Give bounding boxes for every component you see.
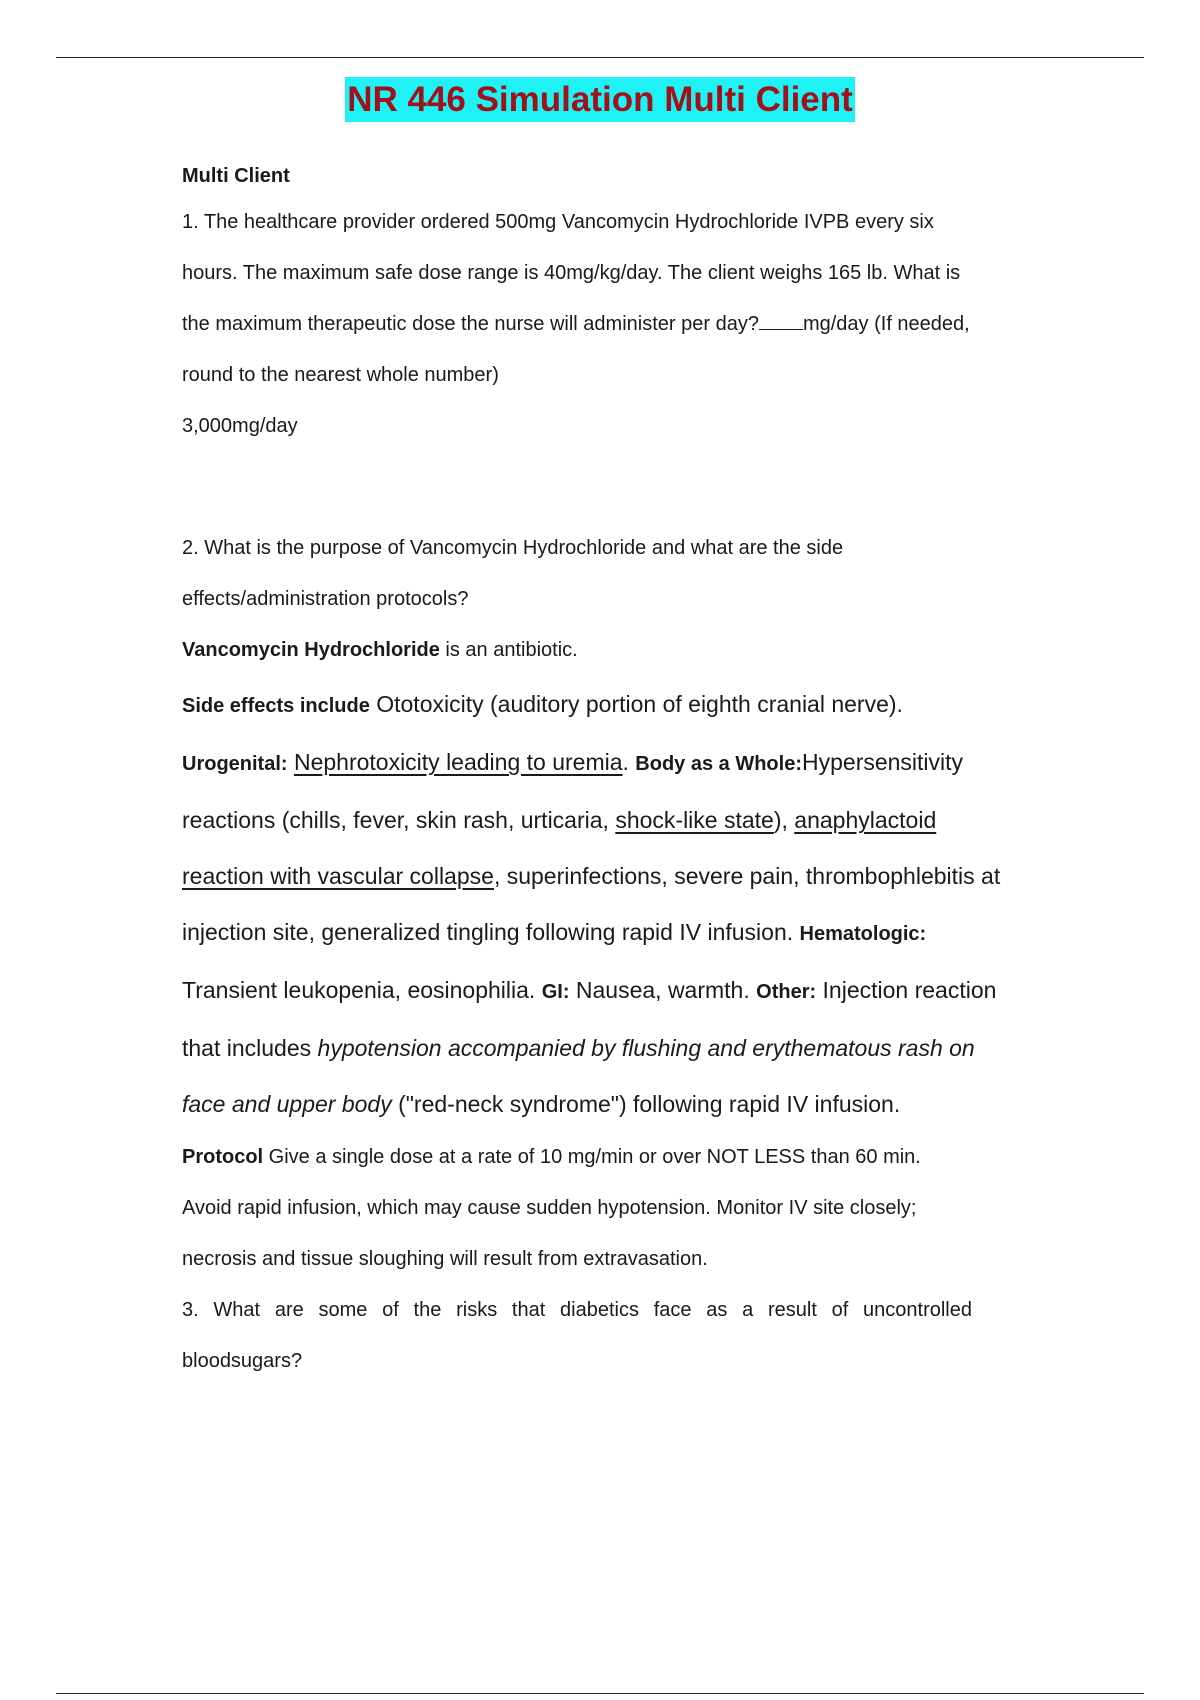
document-body	[182, 155, 1062, 1387]
body-label: Body as a Whole:	[635, 753, 802, 775]
other-italic-1: hypotension accompanied by flushing and erythematous rash on	[317, 1035, 975, 1061]
gi-text: Nausea, warmth.	[569, 977, 757, 1003]
title-wrap	[0, 77, 1200, 122]
top-rule	[56, 57, 1144, 58]
q3-line-2: bloodsugars?	[182, 1350, 303, 1372]
q1-line-3-end: mg/day (If needed,	[802, 313, 970, 335]
anaphylactoid-1: anaphylactoid	[794, 807, 937, 833]
q1-line-2: hours. The maximum safe dose range is 40mg/kg/day. The client weighs 165 lb. What is	[182, 262, 961, 284]
q2-collapse-line	[182, 848, 1062, 904]
q2-hematologic-line	[182, 962, 1062, 1020]
body-text-5: injection site, generalized tingling following rapid IV infusion.	[182, 919, 800, 945]
q2-side-effects	[182, 676, 1062, 734]
hematologic-text: Transient leukopenia, eosinophilia.	[182, 977, 542, 1003]
period: .	[622, 749, 629, 775]
shock-like-state: shock-like state	[615, 807, 774, 833]
spacer	[182, 452, 1062, 523]
question-2	[182, 523, 1062, 1285]
q2-other-line	[182, 1020, 1062, 1076]
q1-line-4: round to the nearest whole number)	[182, 364, 499, 386]
document-title: NR 446 Simulation Multi Client	[345, 77, 855, 122]
urogenital-label: Urogenital:	[182, 753, 288, 775]
q2-red-neck-line	[182, 1076, 1062, 1132]
question-1	[182, 197, 1062, 452]
other-text-1: Injection reaction	[816, 977, 997, 1003]
q3-line-1: 3. What are some of the risks that diabetics face as a result of uncontrolled	[182, 1299, 972, 1321]
q2-line-1: 2. What is the purpose of Vancomycin Hydrochloride and what are the side	[182, 537, 844, 559]
q1-line-1: 1. The healthcare provider ordered 500mg Vancomycin Hydrochloride IVPB every six	[182, 211, 934, 233]
q2-purpose	[182, 625, 1062, 676]
body-text-2: reactions (chills, fever, skin rash, urticaria,	[182, 807, 616, 833]
other-label: Other:	[756, 981, 817, 1003]
side-effects-label: Side effects include	[182, 695, 370, 717]
q2-line-2: effects/administration protocols?	[182, 588, 469, 610]
q2-injection-line	[182, 904, 1062, 962]
hematologic-label: Hematologic:	[799, 923, 927, 945]
urogenital-text: Nephrotoxicity leading to uremia	[293, 749, 623, 775]
other-text-2: that includes	[182, 1035, 318, 1061]
q1-answer: 3,000mg/day	[182, 415, 298, 437]
protocol-text-1: Give a single dose at a rate of 10 mg/min or over NOT LESS than 60 min.	[263, 1146, 921, 1168]
bottom-rule	[56, 1693, 1144, 1694]
q2-reactions-line	[182, 792, 1062, 848]
body-text-1: Hypersensitivity	[802, 749, 964, 775]
q2-protocol-line-1	[182, 1132, 1062, 1183]
body-text-4: , superinfections, severe pain, thrombophlebitis at	[493, 863, 1001, 889]
protocol-label: Protocol	[182, 1146, 264, 1168]
answer-blank	[759, 309, 803, 330]
other-italic-2: face and upper body	[182, 1091, 392, 1117]
body-text-3: ),	[773, 807, 795, 833]
side-effects-text: Ototoxicity (auditory portion of eighth cranial nerve).	[369, 691, 903, 717]
q2-urogenital-line	[182, 734, 1062, 792]
purpose-text: is an antibiotic.	[439, 639, 578, 661]
q2-protocol-line-3: necrosis and tissue sloughing will result from extravasation.	[182, 1248, 708, 1270]
section-heading: Multi Client	[182, 165, 290, 187]
drug-name: Vancomycin Hydrochloride	[182, 639, 440, 661]
q1-line-3	[182, 299, 1062, 350]
other-text-3: ("red-neck syndrome") following rapid IV infusion.	[391, 1091, 901, 1117]
q1-line-3-start: the maximum therapeutic dose the nurse will administer per day?	[182, 313, 759, 335]
question-3	[182, 1285, 1062, 1387]
anaphylactoid-2: reaction with vascular collapse	[182, 863, 494, 889]
q2-protocol-line-2: Avoid rapid infusion, which may cause sudden hypotension. Monitor IV site closely;	[182, 1197, 917, 1219]
gi-label: GI:	[541, 981, 570, 1003]
